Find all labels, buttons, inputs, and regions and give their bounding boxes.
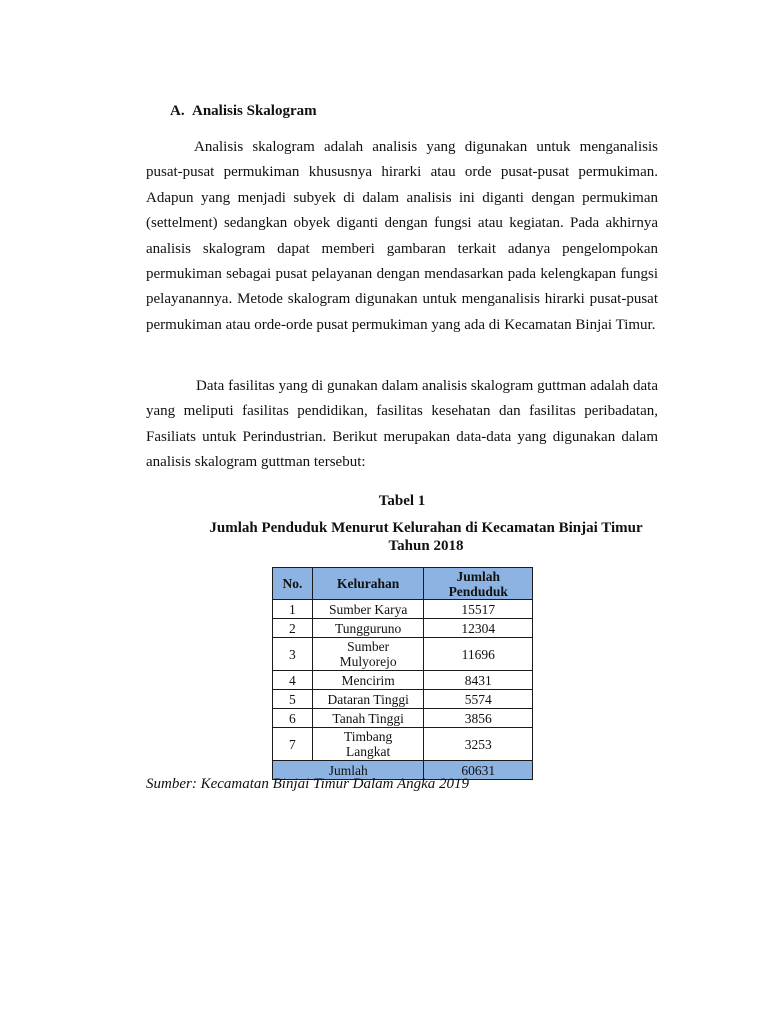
table-title-line-2: Tahun 2018 [388,538,464,554]
cell-no: 6 [273,709,313,728]
header-no: No. [273,568,313,600]
cell-no: 2 [273,619,313,638]
header-jumlah-line-1: Jumlah [456,568,500,584]
cell-jumlah: 15517 [424,600,533,619]
cell-kelurahan: Dataran Tinggi [312,690,424,709]
cell-kelurahan: Mencirim [312,671,424,690]
population-table [272,567,533,780]
table-row [273,619,533,638]
cell-no: 7 [273,728,313,761]
cell-kelurahan-line-1: Timbang [344,729,393,744]
total-label: Jumlah [273,761,424,780]
cell-kelurahan-line-2: Langkat [346,744,391,759]
header-jumlah-line-2: Penduduk [448,583,508,599]
table-row [273,600,533,619]
paragraph-text: Analisis skalogram adalah analisis yang digunakan untuk menganalisis pusat-pusat permukiman khususnya hirarki atau orde pusat-pusat permukiman. Adapun yang menjadi subyek di dalam analisis ini diganti dengan permukiman (settelment) sedangkan obyek diganti dengan fungsi atau kegiatan. Pada akhirnya analisis skalogram dapat memberi gambaran terkait adanya pengelompokan permukiman sebagai pusat pelayanan dengan mendasarkan pada kelengkapan fungsi pelayanannya. Metode skalogram digunakan untuk menganalisis hirarki pusat-pusat permukiman atau orde-orde pusat permukiman yang ada di Kecamatan Binjai Timur. [146,139,658,333]
cell-jumlah: 3856 [424,709,533,728]
table-title-line-1: Jumlah Penduduk Menurut Kelurahan di Kecamatan Binjai Timur [209,520,643,536]
header-jumlah-penduduk [424,568,533,600]
cell-jumlah: 11696 [424,638,533,671]
section-heading [170,101,317,121]
cell-no: 1 [273,600,313,619]
header-kelurahan: Kelurahan [312,568,424,600]
table-title [196,519,656,555]
cell-kelurahan-line-1: Sumber [347,639,390,654]
paragraph-2 [146,374,658,476]
paragraph-1 [146,135,658,338]
cell-jumlah: 12304 [424,619,533,638]
cell-kelurahan: Tanah Tinggi [312,709,424,728]
paragraph-text: Data fasilitas yang di gunakan dalam analisis skalogram guttman adalah data yang meliputi fasilitas pendidikan, fasilitas kesehatan dan fasilitas peribadatan, Fasiliats untuk Perindustrian. Berikut merupakan data-data yang digunakan dalam analisis skalogram guttman tersebut: [146,378,658,471]
table-row [273,728,533,761]
table-label: Tabel 1 [378,493,426,509]
cell-jumlah: 5574 [424,690,533,709]
cell-kelurahan-line-2: Mulyorejo [339,654,397,669]
cell-kelurahan [312,638,424,671]
table-row [273,638,533,671]
table-row [273,671,533,690]
cell-no: 3 [273,638,313,671]
section-number: A. [170,103,185,119]
cell-no: 5 [273,690,313,709]
table-header-row [273,568,533,600]
total-value: 60631 [424,761,533,780]
cell-no: 4 [273,671,313,690]
cell-kelurahan: Sumber Karya [312,600,424,619]
table-row [273,709,533,728]
table-row [273,690,533,709]
cell-kelurahan [312,728,424,761]
cell-kelurahan: Tungguruno [312,619,424,638]
table-source-note: Sumber: Kecamatan Binjai Timur Dalam Angka 2019 [146,776,470,792]
cell-jumlah: 8431 [424,671,533,690]
section-title: Analisis Skalogram [192,103,317,119]
cell-jumlah: 3253 [424,728,533,761]
